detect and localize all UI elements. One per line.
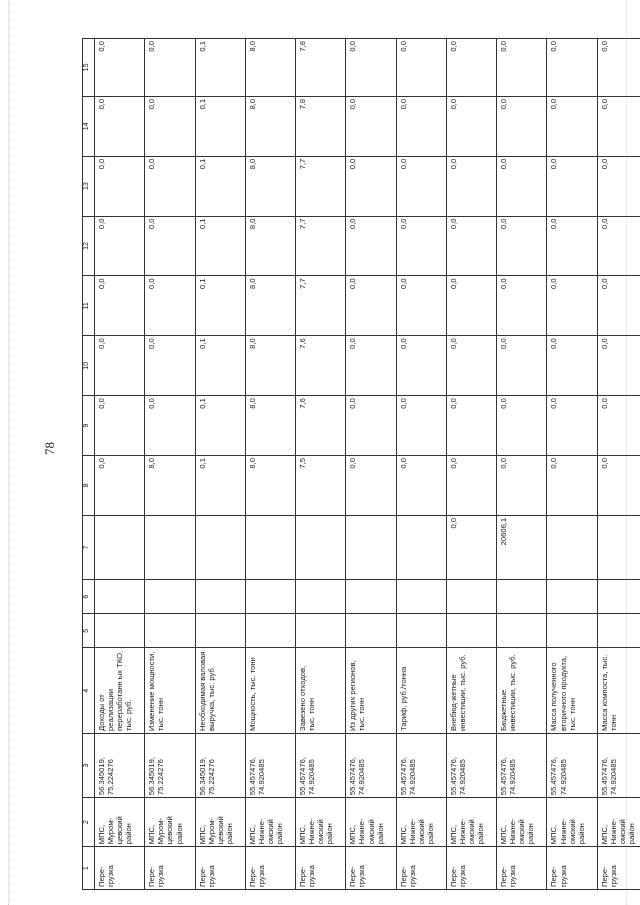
table-cell-col2: МПС, Нижне-омский район <box>245 798 295 847</box>
table-cell-col9: 0,0 <box>396 396 446 456</box>
table-cell-col10: 0,0 <box>145 336 195 396</box>
table-cell-col7 <box>346 515 396 579</box>
table-cell-col15: 8,0 <box>245 39 295 97</box>
table-cell-col3: 55.457476, 74.920485 <box>547 733 597 797</box>
table-cell-col8: 0,0 <box>497 456 547 516</box>
table-cell-col1: Пере-грузка <box>245 847 295 890</box>
table-cell-col14: 7,8 <box>296 96 346 156</box>
table-cell-col4: Необходимая валовая выручка, тыс. руб. <box>195 648 245 734</box>
table-cell-col8: 0,0 <box>547 456 597 516</box>
table-cell-col4: Доходы от реализации переработанн ых ТКО, тыс. руб. <box>95 648 145 734</box>
table-cell-col3: 55.457476, 74.920485 <box>346 733 396 797</box>
table-cell-col9: 0,0 <box>145 396 195 456</box>
table-cell-col10: 0,0 <box>95 336 145 396</box>
table-cell-col4: Завезено отходов, тыс. тонн <box>296 648 346 734</box>
table-cell-col5 <box>446 614 496 648</box>
table-cell-col5 <box>95 614 145 648</box>
table-cell-col15: 0,0 <box>95 39 145 97</box>
rotated-table-frame <box>82 38 640 890</box>
table-cell-col1: Пере-грузка <box>446 847 496 890</box>
table-cell-col5 <box>245 614 295 648</box>
table-cell-col15: 7,8 <box>296 39 346 97</box>
column-header-12: 12 <box>83 216 95 276</box>
table-cell-col14: 0,1 <box>195 96 245 156</box>
table-cell-col12: 0,0 <box>497 216 547 276</box>
table-cell-col11: 0,0 <box>396 276 446 336</box>
table-cell-col14: 0,0 <box>95 96 145 156</box>
table-cell-col7 <box>396 515 446 579</box>
column-header-4: 4 <box>83 648 95 734</box>
table-cell-col6 <box>547 580 597 614</box>
table-cell-col5 <box>396 614 446 648</box>
table-cell-col10: 0,1 <box>195 336 245 396</box>
table-cell-col9: 0,0 <box>497 396 547 456</box>
table-row <box>195 39 245 890</box>
table-cell-col10: 0,0 <box>597 336 640 396</box>
table-cell-col13: 7,7 <box>296 156 346 216</box>
table-cell-col6 <box>296 580 346 614</box>
table-cell-col12: 0,0 <box>547 216 597 276</box>
table-cell-col10: 0,0 <box>346 336 396 396</box>
table-cell-col6 <box>95 580 145 614</box>
column-header-5: 5 <box>83 614 95 648</box>
table-row <box>245 39 295 890</box>
table-cell-col13: 0,0 <box>346 156 396 216</box>
table-cell-col3: 55.457476, 74.920485 <box>296 733 346 797</box>
table-cell-col2: МПС, Нижне-омский район <box>446 798 496 847</box>
table-cell-col1: Пере-грузка <box>145 847 195 890</box>
table-cell-col3: 55.457476, 74.920485 <box>597 733 640 797</box>
table-cell-col12: 8,0 <box>245 216 295 276</box>
table-cell-col14: 0,0 <box>547 96 597 156</box>
table-row <box>497 39 547 890</box>
table-row <box>396 39 446 890</box>
table-cell-col15: 0,0 <box>145 39 195 97</box>
table-cell-col13: 0,0 <box>446 156 496 216</box>
table-cell-col11: 0,0 <box>446 276 496 336</box>
table-cell-col6 <box>597 580 640 614</box>
table-cell-col14: 0,0 <box>145 96 195 156</box>
table-cell-col10: 0,0 <box>497 336 547 396</box>
column-header-8: 8 <box>83 456 95 516</box>
table-cell-col2: МПС, Нижне-омский район <box>346 798 396 847</box>
table-cell-col14: 8,0 <box>245 96 295 156</box>
table-cell-col3: 55.457476, 74.920485 <box>446 733 496 797</box>
table-cell-col14: 0,0 <box>597 96 640 156</box>
column-header-11: 11 <box>83 276 95 336</box>
column-header-13: 13 <box>83 156 95 216</box>
table-row <box>95 39 145 890</box>
table-cell-col12: 0,0 <box>346 216 396 276</box>
table-cell-col3: 55.457476, 74.920485 <box>245 733 295 797</box>
table-cell-col7 <box>597 515 640 579</box>
table-cell-col8: 0,0 <box>346 456 396 516</box>
table-cell-col6 <box>446 580 496 614</box>
table-cell-col9: 0,0 <box>597 396 640 456</box>
table-cell-col5 <box>597 614 640 648</box>
table-cell-col12: 0,0 <box>396 216 446 276</box>
table-cell-col12: 0,0 <box>145 216 195 276</box>
table-cell-col15: 0,0 <box>597 39 640 97</box>
column-header-2: 2 <box>83 798 95 847</box>
table-cell-col15: 0,0 <box>396 39 446 97</box>
table-cell-col6 <box>396 580 446 614</box>
table-cell-col11: 0,0 <box>145 276 195 336</box>
table-cell-col7: 0,0 <box>446 515 496 579</box>
table-cell-col8: 7,5 <box>296 456 346 516</box>
table-cell-col5 <box>346 614 396 648</box>
table-cell-col15: 0,1 <box>195 39 245 97</box>
table-cell-col2: МПС, Муром-цевский район <box>145 798 195 847</box>
table-cell-col2: МПС, Нижне-омский район <box>547 798 597 847</box>
table-cell-col4: Бюджетные инвестиции, тыс. руб. <box>497 648 547 734</box>
table-cell-col6 <box>145 580 195 614</box>
table-cell-col7 <box>296 515 346 579</box>
column-header-1: 1 <box>83 847 95 890</box>
column-header-10: 10 <box>83 336 95 396</box>
table-cell-col13: 8,0 <box>245 156 295 216</box>
table-cell-col13: 0,1 <box>195 156 245 216</box>
table-cell-col7 <box>245 515 295 579</box>
table-cell-col9: 7,6 <box>296 396 346 456</box>
table-cell-col11: 0,1 <box>195 276 245 336</box>
table-cell-col1: Пере-грузка <box>95 847 145 890</box>
page-number: 78 <box>42 442 57 455</box>
table-cell-col13: 0,0 <box>497 156 547 216</box>
table-body <box>95 39 640 890</box>
table-cell-col13: 0,0 <box>396 156 446 216</box>
table-cell-col1: Пере-грузка <box>346 847 396 890</box>
table-cell-col3: 56.345019, 75.224276 <box>95 733 145 797</box>
table-cell-col9: 0,0 <box>547 396 597 456</box>
table-row <box>346 39 396 890</box>
table-cell-col12: 0,0 <box>95 216 145 276</box>
table-cell-col1: Пере-грузка <box>396 847 446 890</box>
table-cell-col1: Пере-грузка <box>547 847 597 890</box>
table-cell-col4: Из других регионов, тыс. тонн <box>346 648 396 734</box>
table-cell-col8: 0,0 <box>95 456 145 516</box>
table-cell-col11: 0,0 <box>597 276 640 336</box>
table-cell-col5 <box>497 614 547 648</box>
table-cell-col13: 0,0 <box>145 156 195 216</box>
table-cell-col14: 0,0 <box>446 96 496 156</box>
table-cell-col11: 0,0 <box>95 276 145 336</box>
table-cell-col3: 56.345019, 75.224276 <box>195 733 245 797</box>
table-cell-col10: 0,0 <box>446 336 496 396</box>
column-header-6: 6 <box>83 580 95 614</box>
table-cell-col14: 0,0 <box>346 96 396 156</box>
table-cell-col3: 55.457476, 74.920485 <box>497 733 547 797</box>
table-cell-col11: 7,7 <box>296 276 346 336</box>
table-cell-col14: 0,0 <box>497 96 547 156</box>
table-cell-col4: Масса компоста, тыс. тонн <box>597 648 640 734</box>
table-cell-col2: МПС, Муром-цевский район <box>95 798 145 847</box>
table-cell-col8: 0,0 <box>396 456 446 516</box>
table-cell-col5 <box>145 614 195 648</box>
table-cell-col7 <box>145 515 195 579</box>
table-header-row <box>83 39 95 890</box>
table-cell-col6 <box>497 580 547 614</box>
table-row <box>296 39 346 890</box>
table-cell-col11: 0,0 <box>497 276 547 336</box>
table-cell-col9: 0,0 <box>95 396 145 456</box>
table-cell-col2: МПС, Нижне-омский район <box>597 798 640 847</box>
table-cell-col4: Масса полученного вторичного продукта, тыс. тонн <box>547 648 597 734</box>
table-cell-col11: 0,0 <box>346 276 396 336</box>
table-cell-col12: 0,1 <box>195 216 245 276</box>
table-row <box>547 39 597 890</box>
table-container <box>82 38 640 890</box>
table-cell-col13: 0,0 <box>95 156 145 216</box>
table-cell-col13: 0,0 <box>547 156 597 216</box>
column-header-14: 14 <box>83 96 95 156</box>
table-cell-col10: 0,0 <box>547 336 597 396</box>
table-cell-col8: 0,0 <box>446 456 496 516</box>
table-cell-col4: Внебюд-жетные инвестиции, тыс. руб. <box>446 648 496 734</box>
table-cell-col4: Мощность, тыс. тонн <box>245 648 295 734</box>
table-cell-col10: 0,0 <box>396 336 446 396</box>
table-cell-col15: 0,0 <box>547 39 597 97</box>
column-header-15: 15 <box>83 39 95 97</box>
table-cell-col7: 20606,1 <box>497 515 547 579</box>
table-cell-col1: Пере-грузка <box>296 847 346 890</box>
table-cell-col4: Тариф, руб./тонна <box>396 648 446 734</box>
table-row <box>145 39 195 890</box>
table-cell-col8: 8,0 <box>145 456 195 516</box>
table-cell-col4: Изменение мощности, тыс. тонн <box>145 648 195 734</box>
table-cell-col9: 0,0 <box>446 396 496 456</box>
table-cell-col8: 0,1 <box>195 456 245 516</box>
table-cell-col3: 55.457476, 74.920485 <box>396 733 446 797</box>
table-cell-col11: 0,0 <box>547 276 597 336</box>
table-cell-col7 <box>95 515 145 579</box>
table-cell-col10: 7,6 <box>296 336 346 396</box>
table-cell-col6 <box>245 580 295 614</box>
table-cell-col5 <box>195 614 245 648</box>
column-header-9: 9 <box>83 396 95 456</box>
table-cell-col13: 0,0 <box>597 156 640 216</box>
table-row <box>446 39 496 890</box>
table-cell-col1: Пере-грузка <box>497 847 547 890</box>
table-cell-col15: 0,0 <box>446 39 496 97</box>
table-cell-col6 <box>195 580 245 614</box>
table-cell-col6 <box>346 580 396 614</box>
table-cell-col15: 0,0 <box>497 39 547 97</box>
table-cell-col11: 8,0 <box>245 276 295 336</box>
table-row <box>597 39 640 890</box>
table-cell-col8: 0,0 <box>597 456 640 516</box>
table-cell-col2: МПС, Нижне-омский район <box>296 798 346 847</box>
table-cell-col3: 56.345019, 75.224276 <box>145 733 195 797</box>
table-cell-col5 <box>547 614 597 648</box>
table-cell-col12: 7,7 <box>296 216 346 276</box>
column-header-7: 7 <box>83 515 95 579</box>
table-cell-col14: 0,0 <box>396 96 446 156</box>
column-header-3: 3 <box>83 733 95 797</box>
table-cell-col15: 0,0 <box>346 39 396 97</box>
table-cell-col5 <box>296 614 346 648</box>
table-cell-col7 <box>195 515 245 579</box>
table-cell-col2: МПС, Нижне-омский район <box>497 798 547 847</box>
table-cell-col2: МПС, Муром-цевский район <box>195 798 245 847</box>
table-cell-col9: 0,1 <box>195 396 245 456</box>
table-cell-col1: Пере-грузка <box>597 847 640 890</box>
table-cell-col8: 8,0 <box>245 456 295 516</box>
table-cell-col2: МПС, Нижне-омский район <box>396 798 446 847</box>
table-cell-col7 <box>547 515 597 579</box>
table-cell-col12: 0,0 <box>597 216 640 276</box>
table-cell-col10: 8,0 <box>245 336 295 396</box>
data-table <box>82 38 640 890</box>
table-cell-col9: 0,0 <box>346 396 396 456</box>
table-cell-col1: Пере-грузка <box>195 847 245 890</box>
table-cell-col9: 8,0 <box>245 396 295 456</box>
table-cell-col12: 0,0 <box>446 216 496 276</box>
scan-margin-line <box>8 0 10 905</box>
